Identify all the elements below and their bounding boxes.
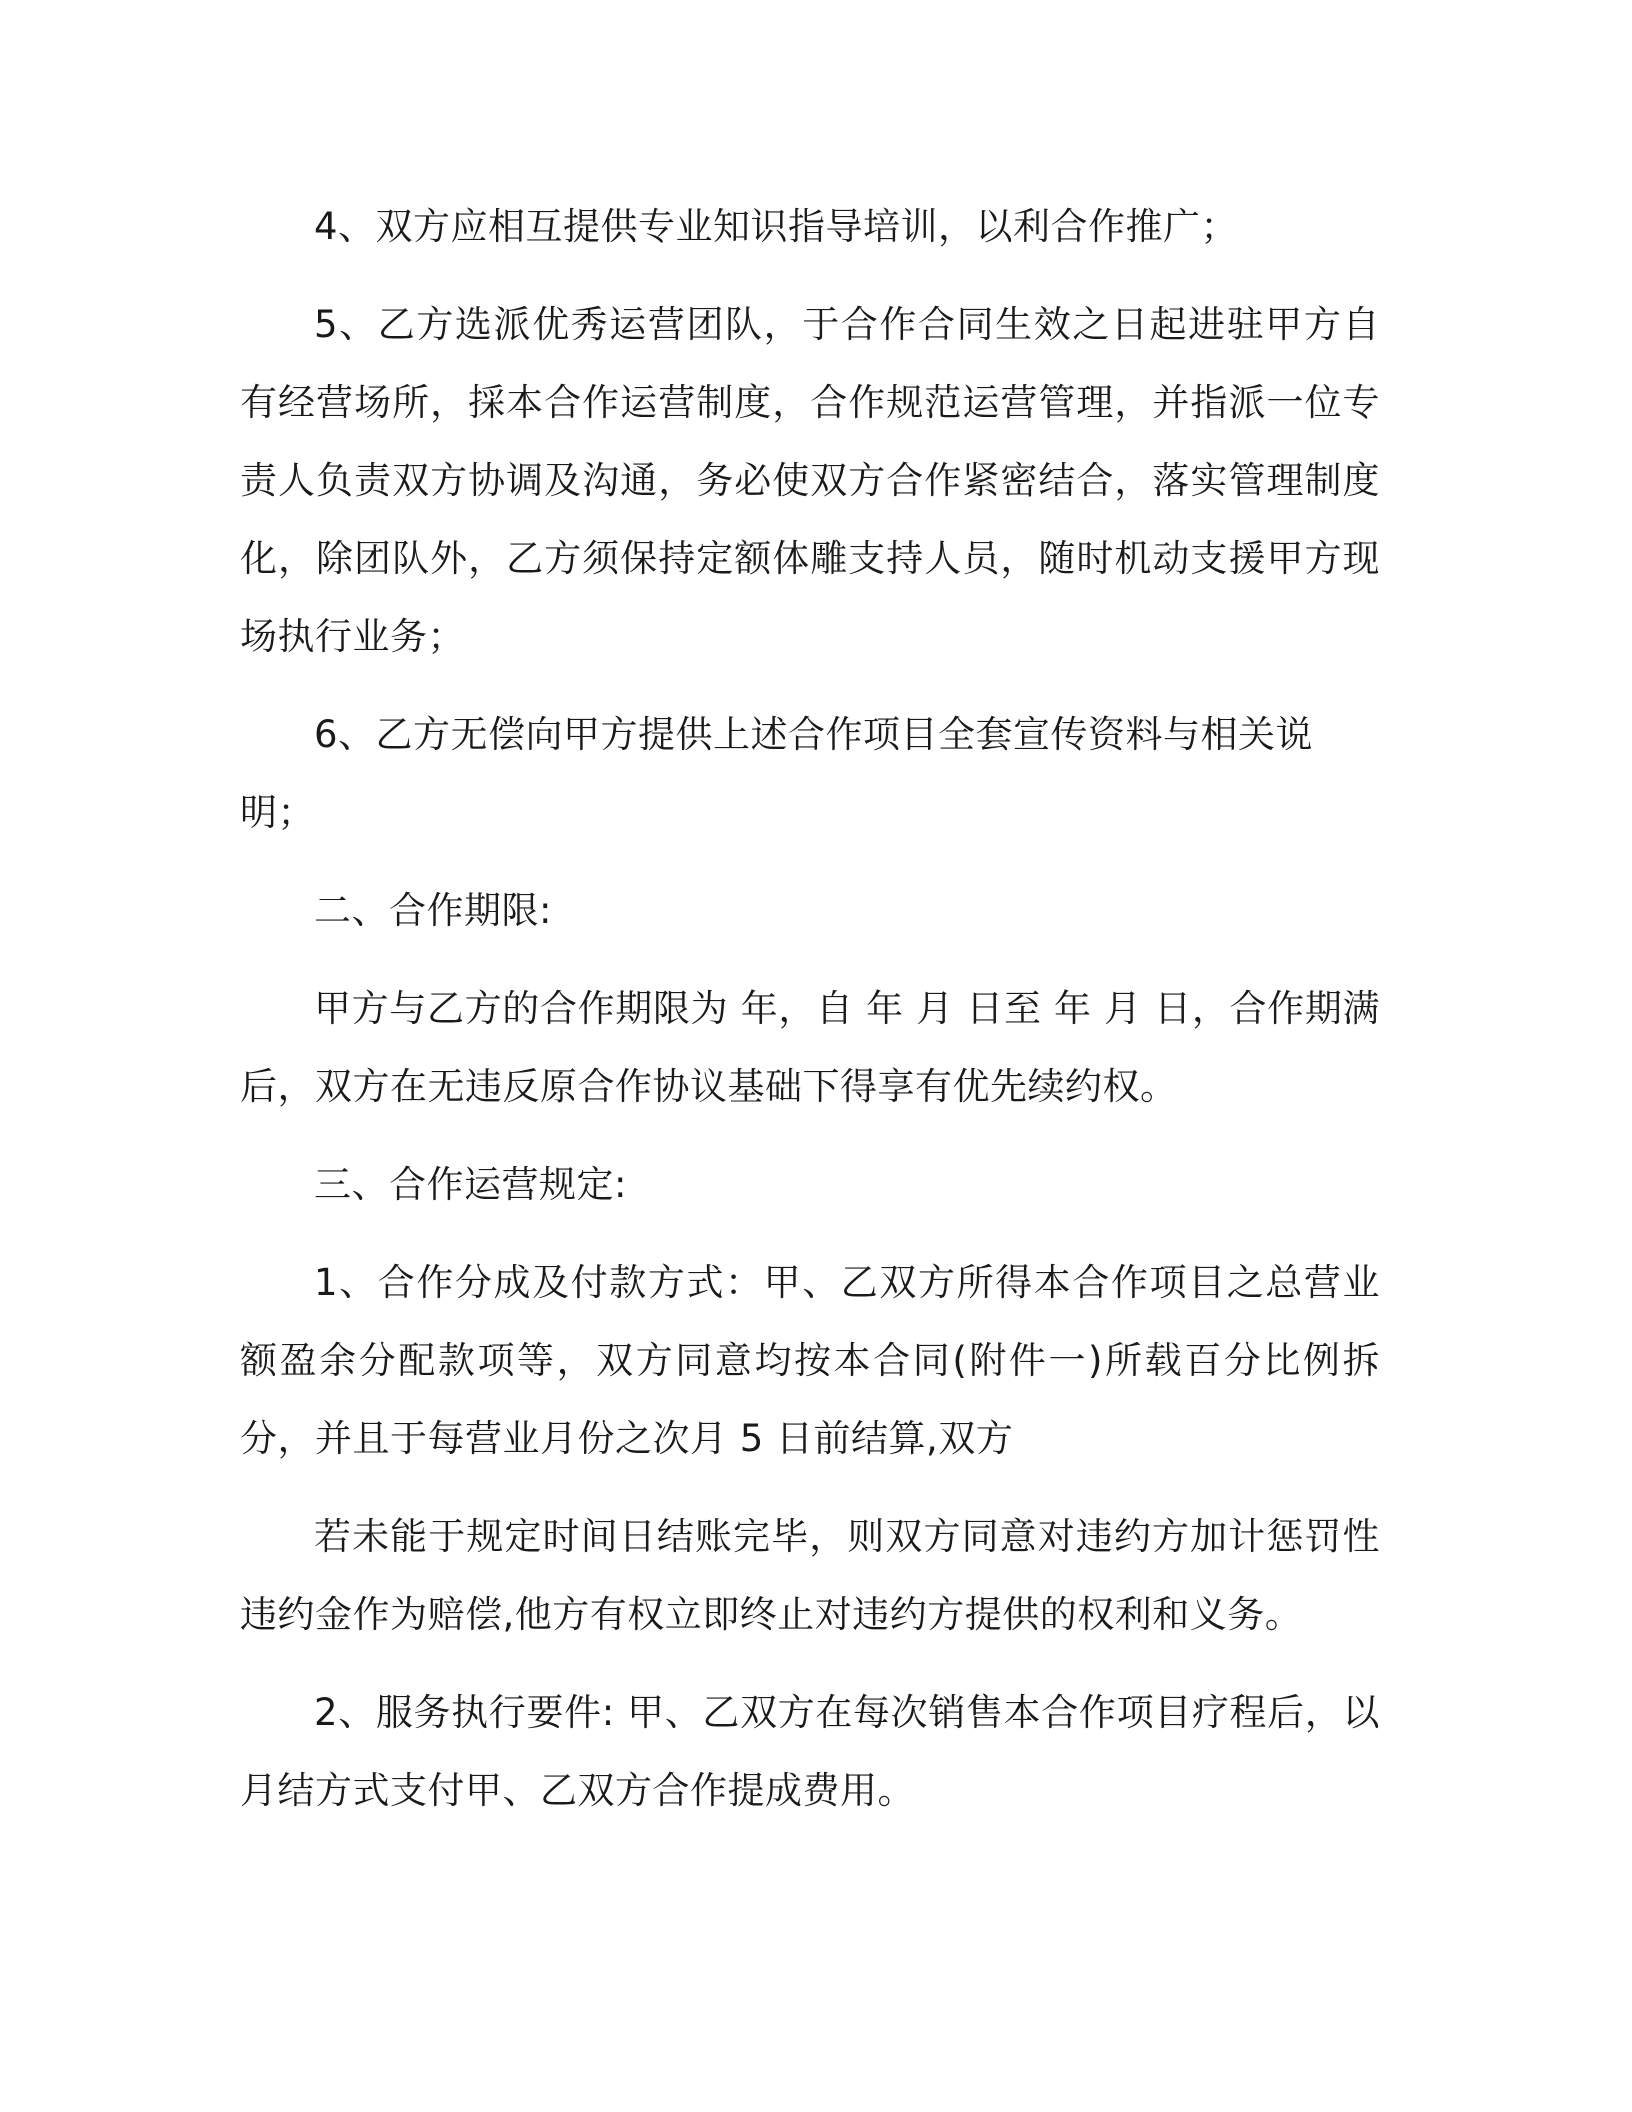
document-body [240, 188, 1380, 1850]
clause-4: 4、双方应相互提供专业知识指导培训，以利合作推广； [314, 205, 1239, 248]
section-heading-operation-rules: 三、合作运营规定: [314, 1163, 627, 1206]
rule-1-penalty: 若未能于规定时间日结账完毕，则双方同意对违约方加计惩罚性违约金作为赔偿,他方有权立即终止对违约方提供的权利和义务。 [240, 1515, 1380, 1636]
clause-6: 6、乙方无偿向甲方提供上述合作项目全套宣传资料与相关说明； [240, 713, 1314, 834]
rule-1-payment: 1、合作分成及付款方式：甲、乙双方所得本合作项目之总营业额盈余分配款项等，双方同意均按本合同(附件一)所载百分比例拆分，并且于每营业月份之次月 5 日前结算,双方 [240, 1261, 1380, 1460]
cooperation-period-text: 甲方与乙方的合作期限为 年，自 年 月 日至 年 月 日，合作期满后，双方在无违反原合作协议基础下得享有优先续约权。 [240, 987, 1380, 1108]
rule-2-service: 2、服务执行要件: 甲、乙双方在每次销售本合作项目疗程后，以月结方式支付甲、乙双方合作提成费用。 [240, 1691, 1380, 1812]
section-heading-cooperation-period: 二、合作期限: [314, 889, 552, 932]
clause-5: 5、乙方选派优秀运营团队，于合作合同生效之日起进驻甲方自有经营场所，採本合作运营制度，合作规范运营管理，并指派一位专责人负责双方协调及沟通，务必使双方合作紧密结合，落实管理制度化，除团队外，乙方须保持定额体雕支持人员，随时机动支援甲方现场执行业务； [240, 303, 1380, 658]
